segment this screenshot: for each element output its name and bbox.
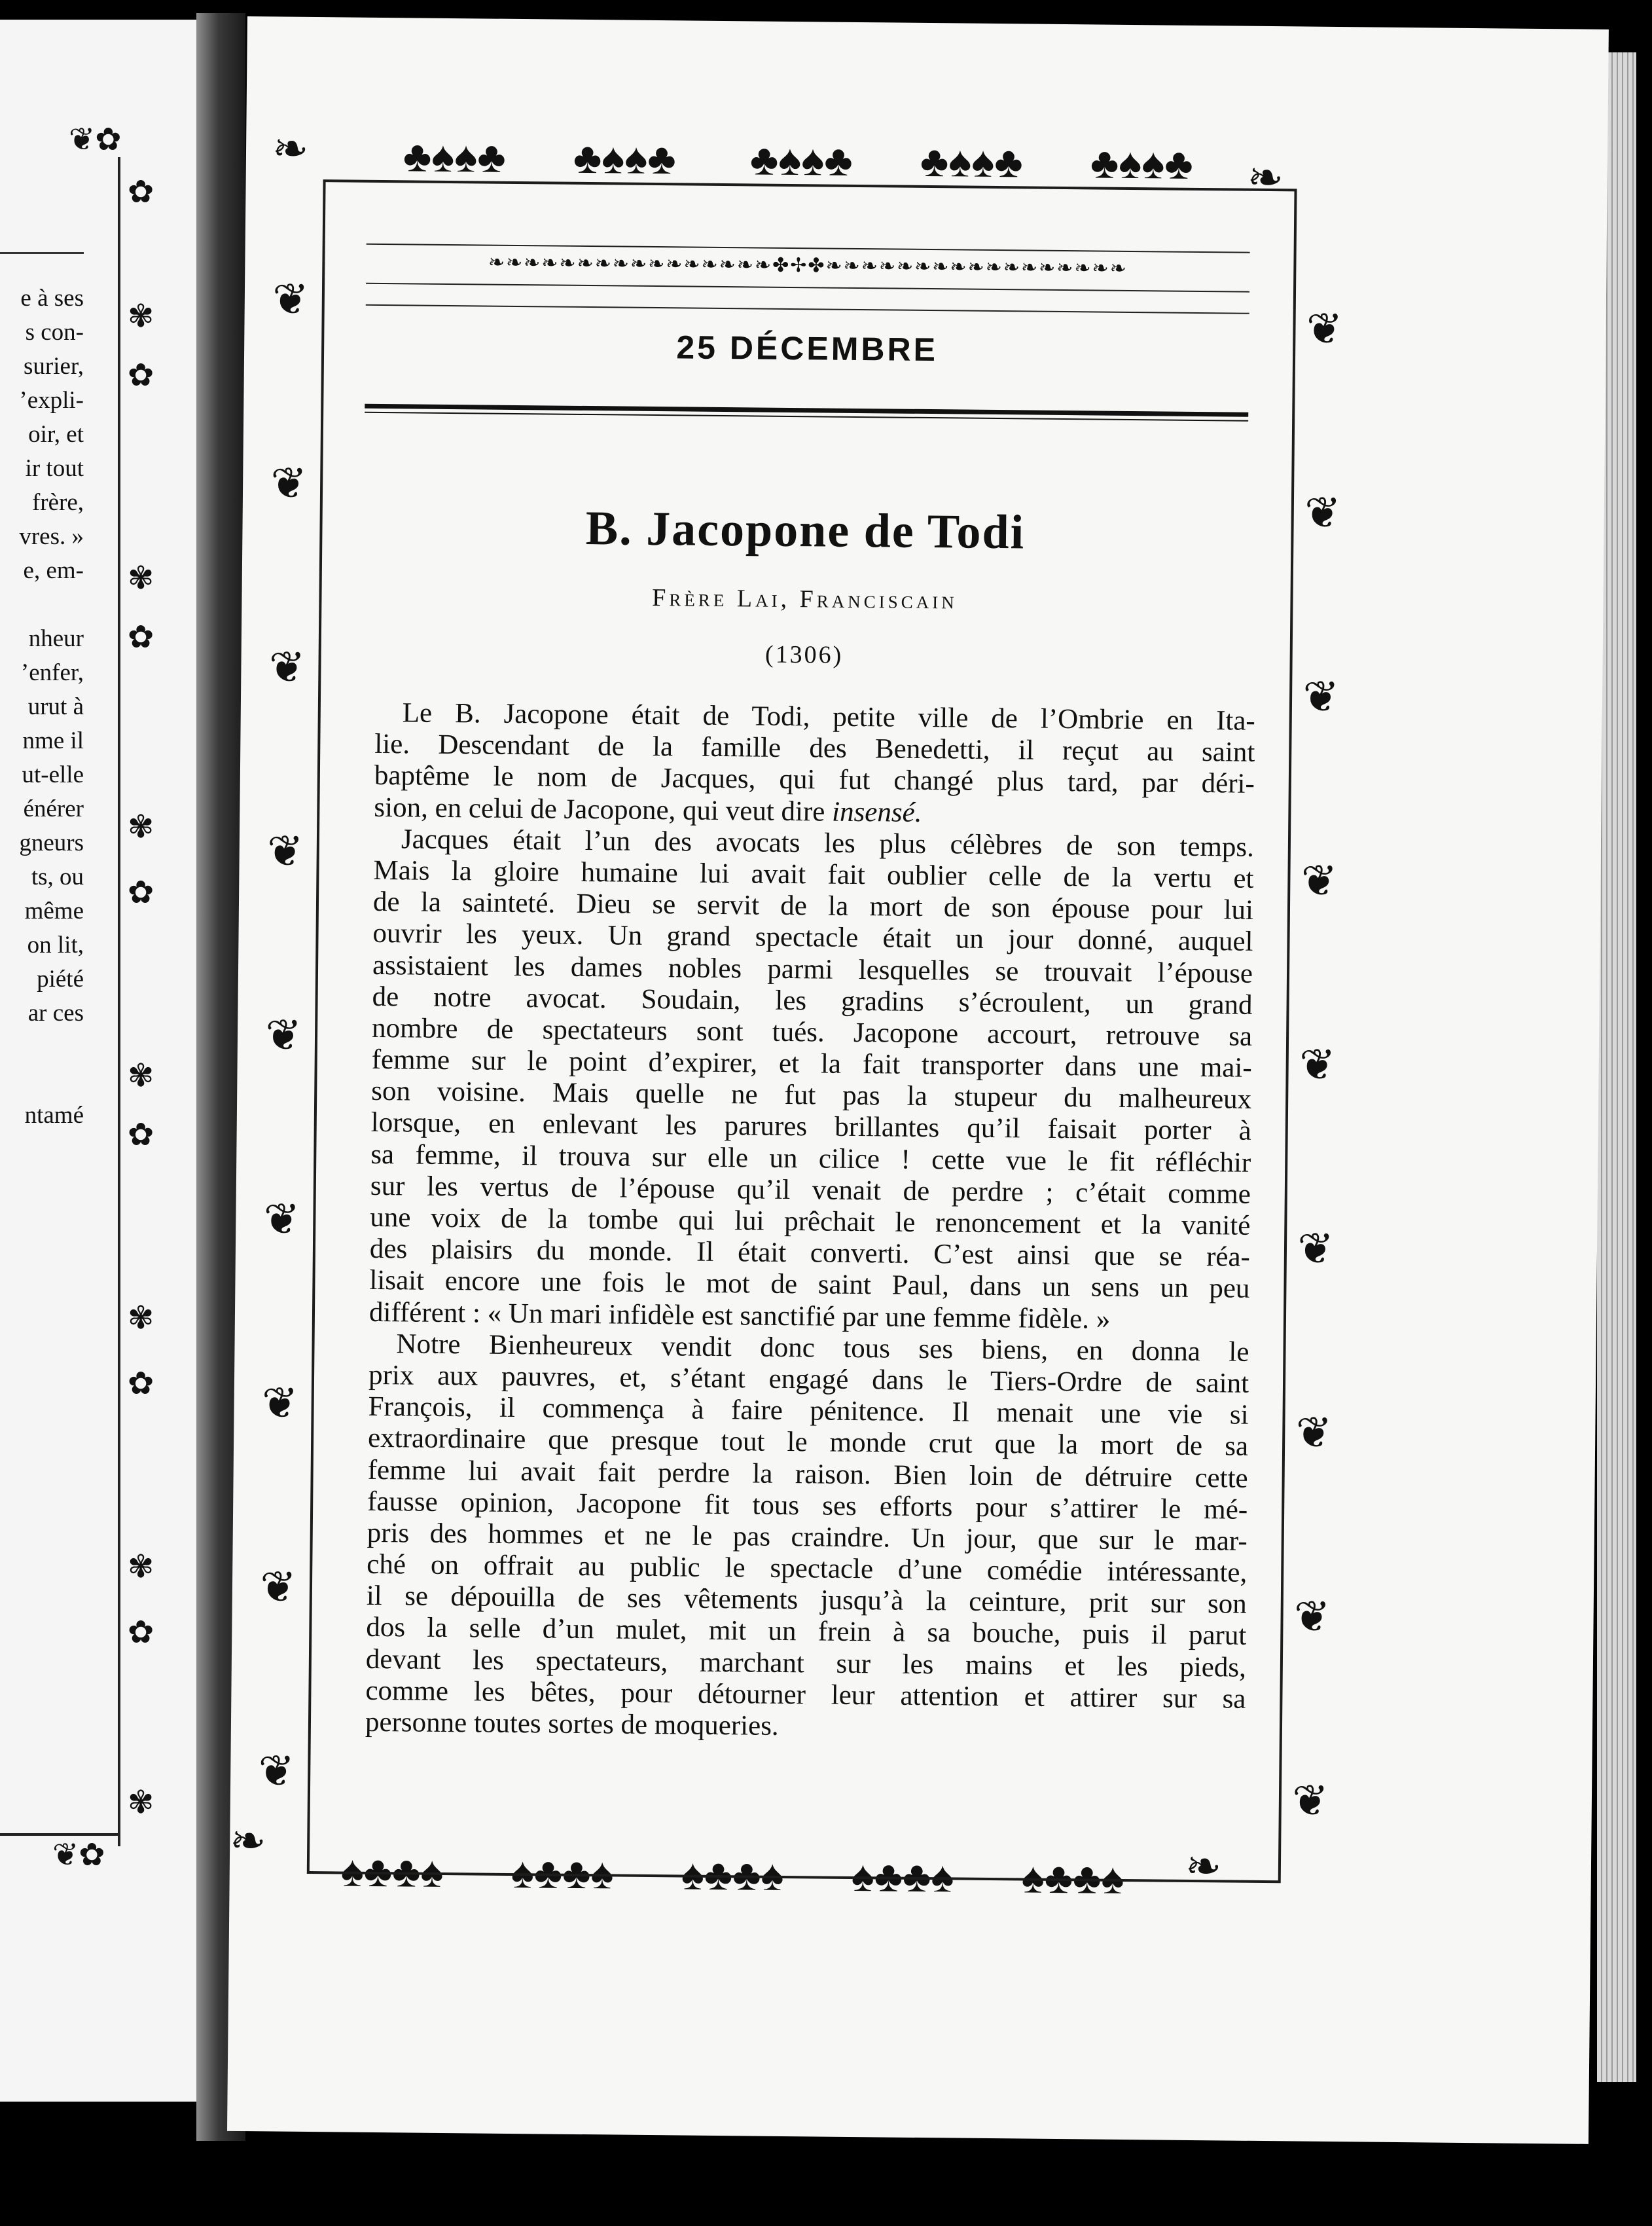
facing-page-line: oir, et: [28, 421, 84, 448]
article-line-text: baptême le nom de Jacques, qui fut changé plus tard, par déri-: [374, 760, 1255, 800]
facing-page-line: ut-elle: [22, 761, 84, 788]
tulip-ornament-icon: ♣♠♠♣: [573, 134, 677, 184]
article-line-text: comme les bêtes, pour détourner leur attention et attirer sur sa: [365, 1675, 1246, 1715]
tulip-ornament-icon: ❧: [272, 125, 309, 173]
tulip-ornament-column: [249, 278, 317, 1935]
article-line-text: une voix de la tombe qui lui prêchait le renoncement et la vanité: [370, 1201, 1251, 1241]
article-line-text: sa femme, il trouva sur elle un cilice ! cette vue le fit réfléchir: [370, 1139, 1251, 1178]
facing-page-line: ’expli-: [19, 387, 84, 414]
tulip-ornament-icon: ♠♣♣♠: [851, 1852, 954, 1902]
article-line-text: pris des hommes et ne le pas craindre. Un jour, que sur le mar-: [367, 1517, 1248, 1557]
tulip-ornament-icon: ❦: [1302, 673, 1340, 722]
article-line-text: prix aux pauvres, et, s’étant engagé dans le Tiers-Ordre de saint: [368, 1359, 1249, 1399]
article-line-text: Jacques était l’un des avocats les plus célèbres de son temps.: [401, 824, 1255, 863]
article-line-text: Le B. Jacopone était de Todi, petite ville de l’Ombrie en Ita-: [402, 697, 1255, 737]
facing-page-line: piété: [37, 966, 84, 993]
saint-title: B. Jacopone de Todi: [585, 501, 1026, 560]
rosette-ornament-icon: ✿: [128, 620, 154, 655]
article-line-text: assistaient les dames nobles parmi lesquelles se trouvait l’épouse: [372, 949, 1253, 989]
facing-page-line: gneurs: [19, 830, 84, 856]
facing-page-line: ’enfer,: [20, 659, 84, 686]
article-line-text: sion, en celui de Jacopone, qui veut dire: [374, 792, 833, 828]
article-line-text: femme sur le point d’expirer, et la fait transporter dans une mai-: [371, 1044, 1252, 1084]
tulip-ornament-icon: ❦: [1306, 305, 1343, 354]
tulip-ornament-icon: ♠♣♣♠: [340, 1848, 444, 1897]
facing-page-line: même: [24, 898, 84, 924]
tulip-ornament-icon: ❧: [229, 1817, 266, 1866]
article-line-text: nombre de spectateurs sont tués. Jacopone accourt, retrouve sa: [371, 1012, 1253, 1052]
facing-page-line: ar ces: [27, 1000, 84, 1027]
article-line-text: des plaisirs du monde. Il était converti. C’est ainsi que se réa-: [369, 1233, 1251, 1273]
facing-page-line: surier,: [23, 353, 84, 380]
facing-page-line: on lit,: [27, 932, 84, 958]
tulip-ornament-icon: ❦: [1295, 1409, 1333, 1458]
article-line-text: François, il commença à faire pénitence. Il menait une vie si: [368, 1391, 1249, 1431]
article-line-text: extraordinaire que presque tout le monde crut que la mort de sa: [367, 1423, 1249, 1463]
tulip-ornament-icon: ❦: [1291, 1777, 1329, 1825]
tulip-ornament-icon: ❦: [259, 1563, 296, 1612]
saint-subtitle: Frère Lai, Franciscain: [652, 583, 958, 615]
rosette-ornament-icon: ✾: [128, 1059, 154, 1093]
article-line-text: ouvrir les yeux. Un grand spectacle était un jour donné, auquel: [372, 918, 1253, 958]
article-body: [365, 697, 1255, 1747]
rosette-ornament-icon: ✾: [128, 299, 154, 334]
facing-page-line: [0, 588, 84, 622]
facing-page-line: ntamé: [24, 1102, 84, 1129]
tulip-ornament-icon: ♠♣♣♠: [681, 1851, 784, 1900]
article-line-text: lie. Descendant de la famille des Benedetti, il reçut au saint: [374, 729, 1255, 769]
facing-page-line: ts, ou: [31, 864, 84, 890]
article-line-text: lorsque, en enlevant les parures brillantes qu’il faisait porter à: [370, 1107, 1251, 1147]
article-line-text: femme lui avait fait perdre la raison. Bien loin de détruire cette: [367, 1454, 1248, 1494]
facing-page-line: s con-: [25, 319, 84, 346]
article-line-text: Notre Bienheureux vendit donc tous ses biens, en donna le: [396, 1328, 1249, 1368]
tulip-ornament-icon: ❦: [266, 828, 304, 876]
rosette-ornament-icon: ✿: [128, 1118, 154, 1152]
facing-page-line: [0, 1031, 84, 1065]
tulip-ornament-icon: ❧: [1185, 1842, 1222, 1891]
tulip-ornament-icon: ❦: [1297, 1225, 1335, 1274]
vine-band-icon: ❧❧❧❧❧❧❧❧❧❧❧❧❧❧❧❧✤✢✤❧❧❧❧❧❧❧❧❧❧❧❧❧❧❧❧❧: [488, 251, 1128, 280]
facing-page-line: urut à: [27, 693, 84, 720]
left-page-rule: [0, 252, 84, 254]
tulip-ornament-icon: ♣♠♠♣: [1090, 139, 1193, 189]
tulip-ornament-icon: ❦: [1293, 1593, 1331, 1641]
facing-page-line: nme il: [22, 727, 84, 754]
article-line-text: Mais la gloire humaine lui avait fait oublier celle de la vertu et: [373, 854, 1254, 894]
tulip-ornament-icon: ❧: [1247, 154, 1284, 203]
article-line-text: différent : « Un mari infidèle est sanctifié par une femme fidèle. »: [368, 1296, 1111, 1335]
facing-page-line: énérer: [23, 795, 84, 822]
rosette-ornament-icon: ✿: [128, 875, 154, 910]
page-date: 25 DÉCEMBRE: [676, 329, 939, 369]
article-line-text: devant les spectateurs, marchant sur les mains et les pieds,: [365, 1643, 1247, 1683]
facing-page-line: [0, 1065, 84, 1099]
tulip-ornament-icon: ❦: [258, 1747, 295, 1796]
rosette-ornament-icon: ✿: [128, 358, 154, 393]
facing-page-line: ir tout: [25, 455, 84, 482]
rosette-ornament-icon: ✾: [128, 810, 154, 845]
book-page: [227, 16, 1609, 2144]
article-line-text: sur les vertus de l’épouse qu’il venait de perdre ; c’était comme: [370, 1170, 1251, 1210]
tulip-ornament-icon: ♣♠♠♣: [920, 137, 1024, 187]
saint-year: (1306): [764, 640, 844, 669]
tulip-ornament-icon: ❦✿: [52, 1838, 105, 1872]
rosette-ornament-icon: ✿: [128, 1366, 154, 1401]
article-line-text: de la sainteté. Dieu se servit de la mort de son épouse pour lui: [372, 886, 1254, 926]
left-page-border: [0, 1833, 120, 1836]
facing-page-text: [0, 282, 84, 1133]
article-line-text: lisait encore une fois le mot de saint Paul, dans un sens un peu: [369, 1265, 1250, 1305]
facing-page-line: e, em-: [23, 557, 84, 584]
tulip-ornament-icon: ❦: [263, 1195, 300, 1244]
rosette-ornament-icon: ✿: [128, 175, 154, 210]
facing-page-line: frère,: [31, 489, 84, 516]
tulip-ornament-icon: ❦: [265, 1012, 302, 1060]
rosette-ornament-icon: ✾: [128, 561, 154, 596]
rosette-ornament-icon: ✾: [128, 1785, 154, 1820]
tulip-ornament-icon: ♠♣♣♠: [1021, 1854, 1124, 1903]
article-line-text: son voisine. Mais quelle ne fut pas la stupeur du malheureux: [371, 1076, 1252, 1116]
tulip-ornament-icon: ❦: [272, 276, 309, 324]
rosette-ornament-icon: ✾: [128, 1301, 154, 1336]
tulip-ornament-icon: ❦: [1301, 857, 1338, 906]
tulip-ornament-icon: ❦✿: [69, 122, 122, 157]
facing-page: [0, 20, 209, 2102]
article-line-text: ché on offrait au public le spectacle d’une comédie intéressante,: [367, 1548, 1248, 1588]
article-line-text: de notre avocat. Soudain, les gradins s’écroulent, un grand: [372, 981, 1253, 1021]
facing-page-line: vres. »: [19, 523, 84, 550]
rosette-ornament-icon: ✾: [128, 1550, 154, 1584]
facing-page-line: e à ses: [20, 285, 84, 312]
tulip-ornament-icon: ❦: [1304, 489, 1341, 538]
italic-word: insensé.: [831, 796, 922, 828]
facing-page-line: nheur: [28, 625, 84, 652]
tulip-ornament-icon: ♠♣♣♠: [511, 1849, 614, 1899]
left-page-border: [118, 157, 120, 1846]
tulip-ornament-icon: ❦: [268, 644, 306, 692]
article-line-text: personne toutes sortes de moqueries.: [365, 1706, 779, 1742]
article-line-text: dos la selle d’un mulet, mit un frein à sa bouche, puis il parut: [366, 1612, 1247, 1652]
tulip-ornament-icon: ❦: [270, 460, 308, 508]
tulip-ornament-icon: ❦: [1299, 1041, 1336, 1090]
article-line-text: fausse opinion, Jacopone fit tous ses efforts pour s’attirer le mé-: [367, 1486, 1248, 1525]
article-line-text: il se dépouilla de ses vêtements jusqu’à la ceinture, prit sur son: [366, 1580, 1248, 1620]
rosette-ornament-icon: ✿: [128, 1615, 154, 1650]
tulip-ornament-icon: ❦: [261, 1379, 298, 1428]
tulip-ornament-icon: ♣♠♠♣: [403, 133, 507, 182]
tulip-ornament-icon: ♣♠♠♣: [749, 136, 853, 185]
